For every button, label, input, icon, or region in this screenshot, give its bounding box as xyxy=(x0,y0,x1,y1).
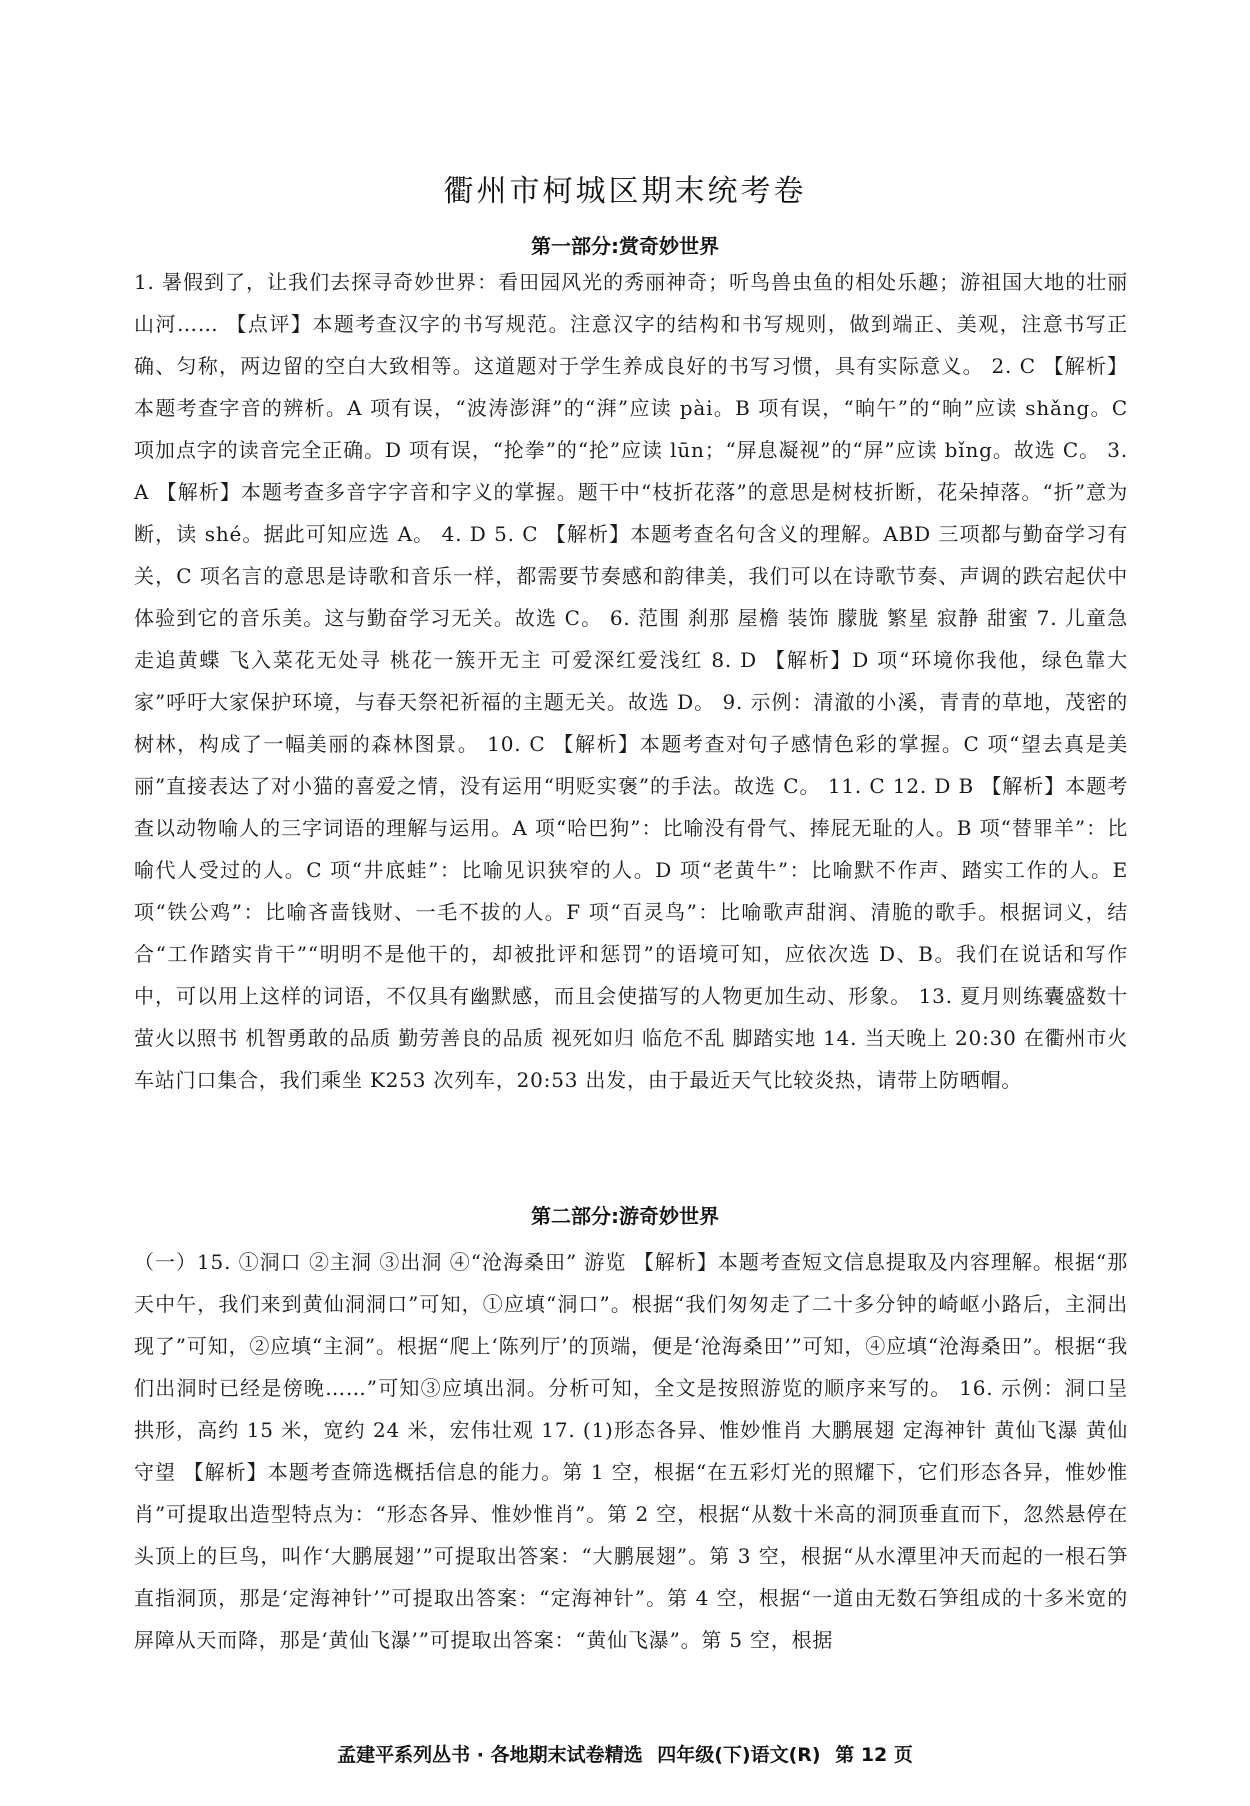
page-title: 衢州市柯城区期末统考卷 xyxy=(443,174,807,209)
answer-text-part2: （一）15. ①洞口 ②主洞 ③出洞 ④“沧海桑田” 游览 【解析】本题考查短文信息提取及内容理解。根据“那天中午，我们来到黄仙洞洞口”可知，①应填“洞口”。根据“我们匆匆走了二十多分钟的崎岖小路后，主洞出现了”可知，②应填“主洞”。根据“爬上‘陈列厅’的顶端，便是‘沧海桑田’”可知，④应填“沧海桑田”。根据“我们出洞时已经是傍晚……”可知③应填出洞。分析可知，全文是按照游览的顺序来写的。 16. 示例：洞口呈拱形，高约 15 米，宽约 24 米，宏伟壮观 17. (1)形态各异、惟妙惟肖 大鹏展翅 定海神针 黄仙飞瀑 黄仙守望 【解析】本题考查筛选概括信息的能力。第 1 空，根据“在五彩灯光的照耀下，它们形态各异，惟妙惟肖”可提取出造型特点为：“形态各异、惟妙惟肖”。第 2 空，根据“从数十米高的洞顶垂直而下，忽然悬停在头顶上的巨鸟，叫作‘大鹏展翅’”可提取出答案：“大鹏展翅”。第 3 空，根据“从水潭里冲天而起的一根石笋直指洞顶，那是‘定海神针’”可提取出答案：“定海神针”。第 4 空，根据“一道由无数石笋组成的十多米宽的屏障从天而降，那是‘黄仙飞瀑’”可提取出答案：“黄仙飞瀑”。第 5 空，根据 xyxy=(134,1250,1128,1652)
section-heading-part2: 第二部分:游奇妙世界 xyxy=(531,1204,719,1228)
answer-paragraph-part1 xyxy=(134,261,1128,1101)
answer-text-part1: 1. 暑假到了，让我们去探寻奇妙世界：看田园风光的秀丽神奇；听鸟兽虫鱼的相处乐趣；游祖国大地的壮丽山河…… 【点评】本题考查汉字的书写规范。注意汉字的结构和书写规则，做到端正、美观，注意书写正确、匀称，两边留的空白大致相等。这道题对于学生养成良好的书写习惯，具有实际意义。 2. C 【解析】本题考查字音的辨析。A 项有误，“波涛澎湃”的“湃”应读 pài。B 项有误，“晌午”的“晌”应读 shǎng。C 项加点字的读音完全正确。D 项有误，“抡拳”的“抡”应读 lūn；“屏息凝视”的“屏”应读 bǐng。故选 C。 3. A 【解析】本题考查多音字字音和字义的掌握。题干中“枝折花落”的意思是树枝折断，花朵掉落。“折”意为断，读 shé。据此可知应选 A。 4. D 5. C 【解析】本题考查名句含义的理解。ABD 三项都与勤奋学习有关，C 项名言的意思是诗歌和音乐一样，都需要节奏感和韵律美，我们可以在诗歌节奏、声调的跌宕起伏中体验到它的音乐美。这与勤奋学习无关。故选 C。 6. 范围 刹那 屋檐 装饰 朦胧 繁星 寂静 甜蜜 7. 儿童急走追黄蝶 飞入菜花无处寻 桃花一簇开无主 可爱深红爱浅红 8. D 【解析】D 项“环境你我他，绿色靠大家”呼吁大家保护环境，与春天祭祀祈福的主题无关。故选 D。 9. 示例：清澈的小溪，青青的草地，茂密的树林，构成了一幅美丽的森林图景。 10. C 【解析】本题考查对句子感情色彩的掌握。C 项“望去真是美丽”直接表达了对小猫的喜爱之情，没有运用“明贬实褒”的手法。故选 C。 11. C 12. D B 【解析】本题考查以动物喻人的三字词语的理解与运用。A 项“哈巴狗”：比喻没有骨气、捧屁无耻的人。B 项“替罪羊”：比喻代人受过的人。C 项“井底蛙”：比喻见识狭窄的人。D 项“老黄牛”：比喻默不作声、踏实工作的人。E 项“铁公鸡”：比喻吝啬钱财、一毛不拔的人。F 项“百灵鸟”：比喻歌声甜润、清脆的歌手。根据词义，结合“工作踏实肯干”“明明不是他干的，却被批评和惩罚”的语境可知，应依次选 D、B。我们在说话和写作中，可以用上这样的词语，不仅具有幽默感，而且会使描写的人物更加生动、形象。 13. 夏月则练囊盛数十萤火以照书 机智勇敢的品质 勤劳善良的品质 视死如归 临危不乱 脚踏实地 14. 当天晚上 20:30 在衢州市火车站门口集合，我们乘坐 K253 次列车，20:53 出发，由于最近天气比较炎热，请带上防晒帽。 xyxy=(134,270,1128,1092)
footer-grade: 四年级(下)语文(R) xyxy=(657,1744,821,1766)
footer-series: 孟建平系列丛书 · 各地期末试卷精选 xyxy=(337,1744,643,1766)
page-footer xyxy=(0,1740,1250,1767)
section-heading-part1: 第一部分:赏奇妙世界 xyxy=(531,234,719,258)
answer-paragraph-part2 xyxy=(134,1241,1128,1661)
footer-page-number: 第 12 页 xyxy=(835,1744,913,1766)
